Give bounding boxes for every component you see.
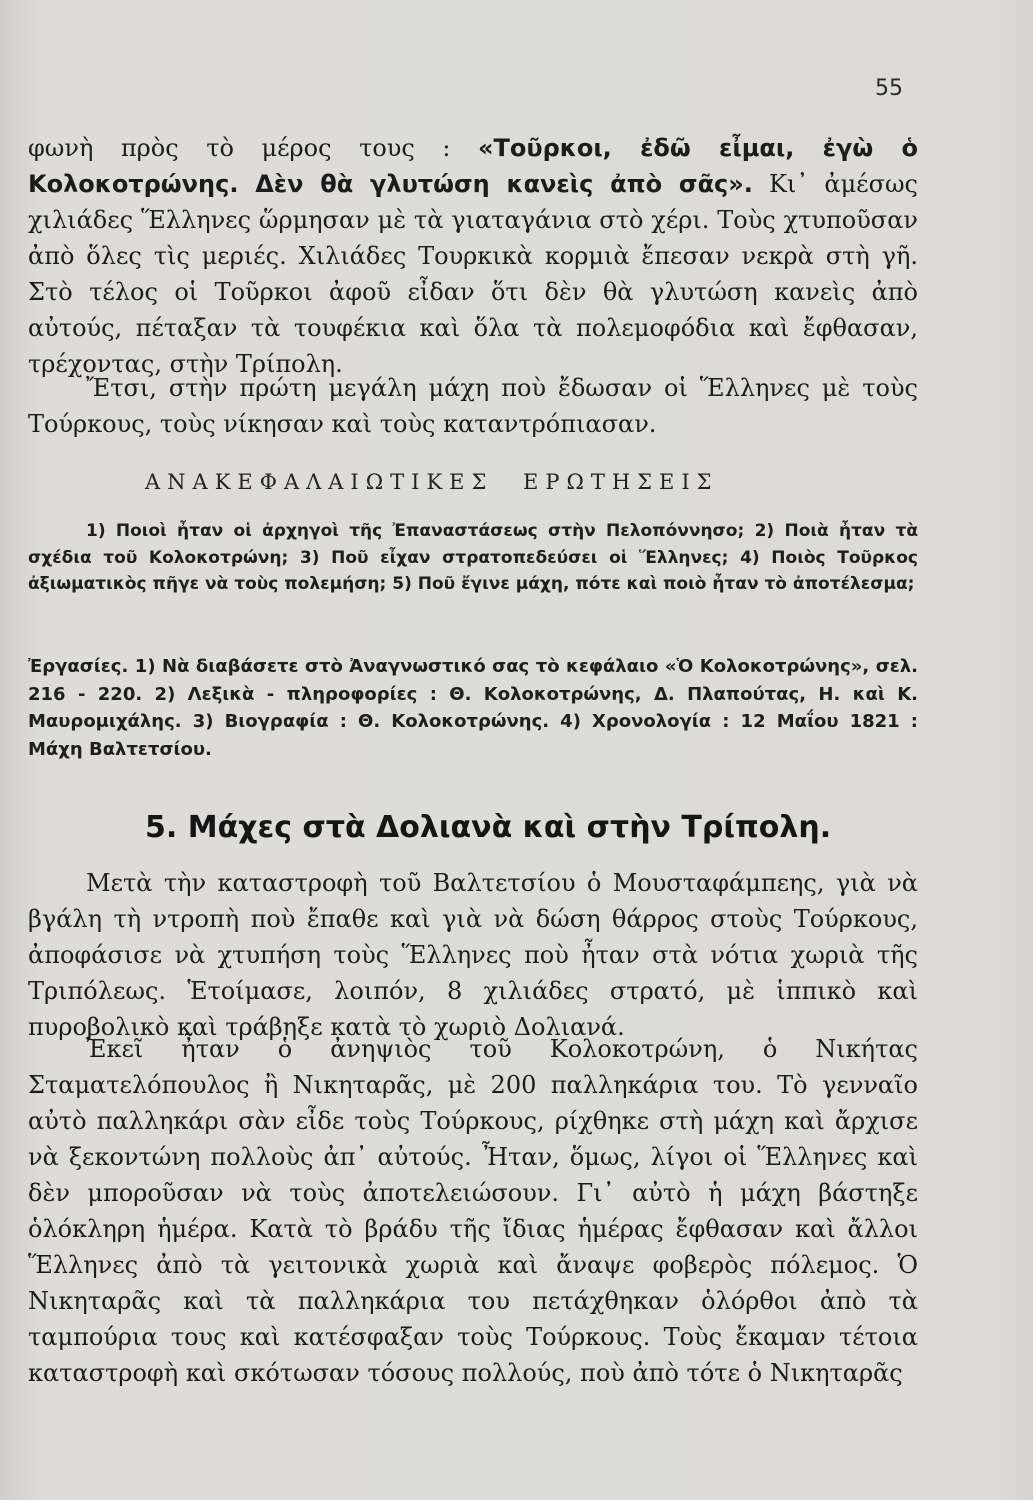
chapter-title: 5. Μάχες στὰ Δολιανὰ καὶ στὴν Τρίπολη. [145, 810, 832, 845]
paragraph-2: Ἔτσι, στὴν πρώτη μεγάλη μάχη ποὺ ἔδωσαν οἱ Ἕλληνες μὲ τοὺς Τούρκους, τοὺς νίκησαν καὶ τοὺς καταντρόπιασαν. [28, 374, 918, 438]
review-questions: 1) Ποιοὶ ἦταν οἱ ἀρχηγοὶ τῆς Ἐπαναστάσεως στὴν Πελοπόννησο; 2) Ποιὰ ἦταν τὰ σχέδια τοῦ Κολοκοτρώνη; 3) Ποῦ εἶχαν στρατοπεδεύσει οἱ Ἕλληνες; 4) Ποιὸς Τοῦρκος ἀξιωματικὸς πῆγε νὰ τοὺς πολεμήση; 5) Ποῦ ἔγινε μάχη, πότε καὶ ποιὸ ἦταν τὸ ἀποτέλεσμα; [28, 521, 918, 594]
review-questions-heading: ΑΝΑΚΕΦΑΛΑΙΩΤΙΚΕΣ ΕΡΩΤΗΣΕΙΣ [145, 470, 719, 494]
paragraph-1-rest: Κι᾿ ἀμέσως χιλιάδες Ἕλληνες ὥρμησαν μὲ τὰ γιαταγάνια στὸ χέρι. Τοὺς χτυποῦσαν ἀπὸ ὅλες τὶς μεριές. Χιλιάδες Τουρκικὰ κορμιὰ ἔπεσαν νεκρὰ στὴ γῆ. Στὸ τέλος οἱ Τοῦρκοι ἀφοῦ εἶδαν ὅτι δὲν θὰ γλυτώση κανεὶς ἀπὸ αὐτούς, πέταξαν τὰ τουφέκια καὶ ὅλα τὰ πολεμοφόδια καὶ ἔφθασαν, τρέχοντας, στὴν Τρίπολη. [28, 170, 918, 378]
paragraph-4: Ἐκεῖ ἦταν ὁ ἀνηψιὸς τοῦ Κολοκοτρώνη, ὁ Νικήτας Σταματελόπουλος ἢ Νικηταρᾶς, μὲ 200 παλληκάρια του. Τὸ γενναῖο αὐτὸ παλληκάρι σὰν εἶδε τοὺς Τούρκους, ρίχθηκε στὴ μάχη καὶ ἄρχισε νὰ ξεκοντώνη πολλοὺς ἀπ᾿ αὐτούς. Ἦταν, ὅμως, λίγοι οἱ Ἕλληνες καὶ δὲν μποροῦσαν νὰ τοὺς ἀποτελειώσουν. Γι᾿ αὐτὸ ἡ μάχη βάστηξε ὁλόκληρη ἡμέρα. Κατὰ τὸ βράδυ τῆς ἴδιας ἡμέρας ἔφθασαν καὶ ἄλλοι Ἕλληνες ἀπὸ τὰ γειτονικὰ χωριὰ καὶ ἄναψε φοβερὸς πόλεμος. Ὁ Νικηταρᾶς καὶ τὰ παλληκάρια του πετάχθηκαν ὁλόρθοι ἀπὸ τὰ ταμπούρια τους καὶ κατέσφαξαν τοὺς Τούρκους. Τοὺς ἔκαμαν τέτοια καταστροφὴ καὶ σκότωσαν τόσους πολλούς, ποὺ ἀπὸ τότε ὁ Νικηταρᾶς [28, 1035, 918, 1387]
paragraph-3: Μετὰ τὴν καταστροφὴ τοῦ Βαλτετσίου ὁ Μουσταφάμπεης, γιὰ νὰ βγάλη τὴ ντροπὴ ποὺ ἔπαθε καὶ γιὰ νὰ δώση θάρρος στοὺς Τούρκους, ἀποφάσισε νὰ χτυπήση τοὺς Ἕλληνες ποὺ ἦταν στὰ νότια χωριὰ τῆς Τριπόλεως. Ἑτοίμασε, λοιπόν, 8 χιλιάδες στρατό, μὲ ἱππικὸ καὶ πυροβολικὸ καὶ τράβηξε κατὰ τὸ χωριὸ Δολιανά. [28, 869, 918, 1041]
kolokotronis-quote: «Τοῦρκοι, ἐδῶ εἶμαι, ἐγὼ ὁ Κολοκοτρώνης. Δὲν θὰ γλυτώση κανεὶς ἀπὸ σᾶς». [28, 134, 918, 198]
assignments: Ἐργασίες. 1) Νὰ διαβάσετε στὸ Ἀναγνωστικό σας τὸ κεφάλαιο «Ὁ Κολοκοτρώνης», σελ. 216 - 220. 2) Λεξικὰ - πληροφορίες : Θ. Κολοκοτρώνης, Δ. Πλαπούτας, Η. καὶ Κ. Μαυρομιχάλης. 3) Βιογραφία : Θ. Κολοκοτρώνης. 4) Χρονολογία : 12 Μαΐου 1821 : Μάχη Βαλτετσίου. [28, 656, 918, 760]
page-number: 55 [875, 76, 903, 101]
paragraph-1 [28, 130, 918, 382]
paragraph-1-lead: φωνὴ πρὸς τὸ μέρος τους : [28, 134, 479, 162]
